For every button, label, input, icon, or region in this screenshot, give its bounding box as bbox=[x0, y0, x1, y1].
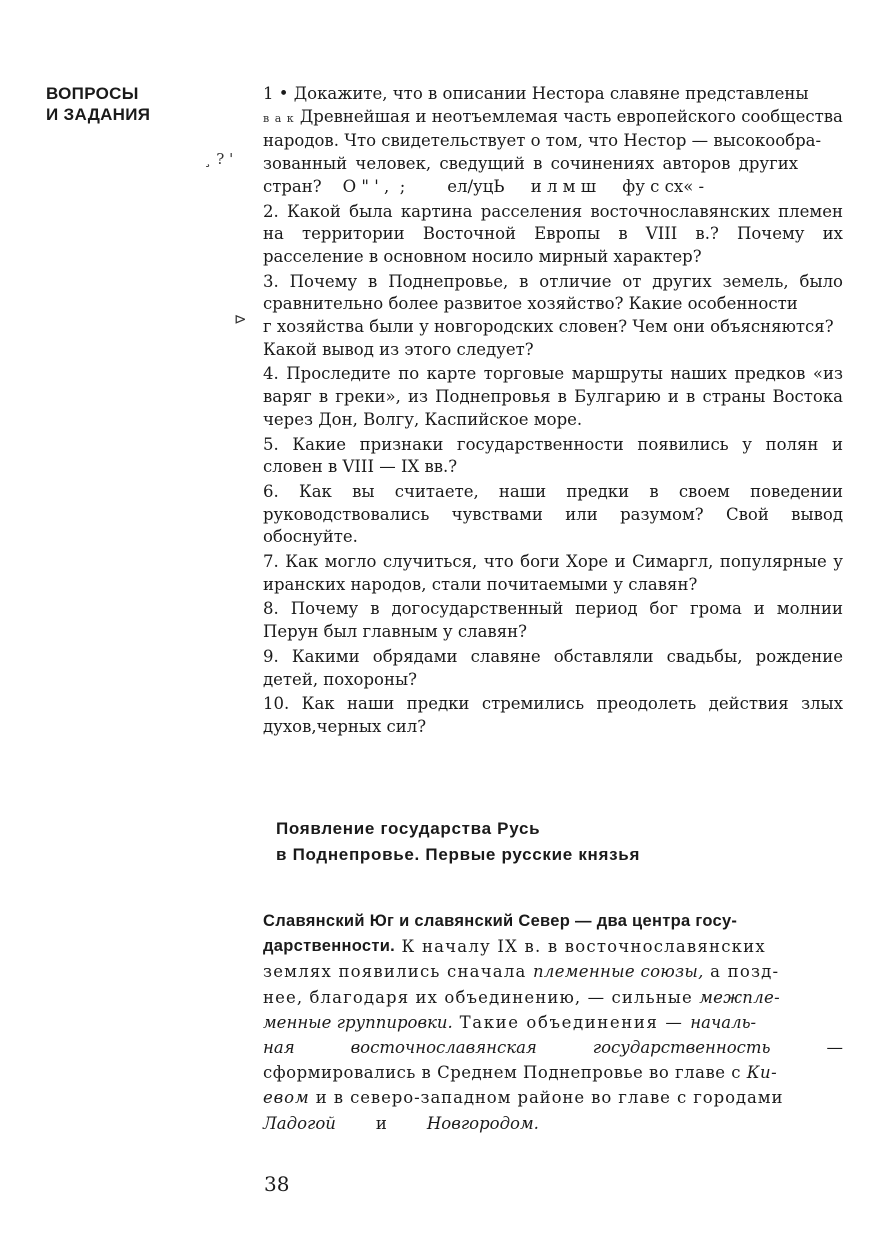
body-paragraph bbox=[263, 909, 843, 1136]
question-3-part2: г хозяйства были у новгородских словен? Чем они объясняются? bbox=[263, 317, 834, 337]
term-tribal-unions: племенные союзы, bbox=[533, 962, 704, 982]
section-title-line2: в Поднепровье. Первые русские князья bbox=[276, 845, 641, 864]
question-1-line1: 1 • Докажите, что в описании Нестора славяне представлены bbox=[263, 84, 809, 103]
question-6: 6. Как вы считаете, наши предки в своем поведении руководствовались чувствами или разумом? Свой вывод обоснуйте. bbox=[263, 481, 843, 547]
body-line-8 bbox=[263, 1085, 843, 1110]
question-1 bbox=[263, 83, 843, 199]
conjunction-and: и bbox=[375, 1113, 387, 1133]
question-3-part3: Какой вывод из этого следует? bbox=[263, 339, 534, 359]
question-1-line2-text: Древнейшая и неотъемлемая часть европейского сообщества bbox=[294, 106, 843, 126]
term-novgorod: Новгородом. bbox=[426, 1113, 539, 1133]
body-line-7 bbox=[263, 1060, 843, 1085]
body-line-4 bbox=[263, 985, 843, 1010]
question-3-part1: 3. Почему в Поднепровье, в отличие от других земель, было сравнительно более развитое хозяйство? Какие особенности bbox=[263, 271, 843, 314]
term-initial-part2: ная bbox=[263, 1038, 295, 1058]
margin-mark-1: ¸ ? ' bbox=[204, 150, 234, 168]
body-line-9 bbox=[263, 1111, 843, 1136]
question-4: 4. Проследите по карте торговые маршруты наших предков «из варяг в греки», из Поднепровья в Булгарию и в страны Востока через Дон, Волгу, Каспийское море. bbox=[263, 364, 843, 429]
body-line-3-text: землях появились сначала bbox=[263, 962, 533, 982]
noise-text: в а к bbox=[263, 111, 295, 125]
term-kiev-part1: Ки- bbox=[746, 1063, 778, 1083]
lead-heading-part1: Славянский Юг и славянский Север — два центра госу- bbox=[263, 912, 738, 930]
section-title bbox=[276, 816, 776, 868]
question-1-line3: народов. Что свидетельствует о том, что Нестор — высокообра- bbox=[263, 131, 822, 151]
question-7: 7. Как могло случиться, что боги Хоре и Симаргл, популярные у иранских народов, стали почитаемыми у славян? bbox=[263, 552, 843, 594]
question-1-line4: зованный человек, сведущий в сочинениях авторов других bbox=[263, 154, 799, 174]
term-intertribal-part1: межпле- bbox=[699, 987, 780, 1007]
question-3 bbox=[263, 271, 843, 362]
term-statehood: государственность bbox=[592, 1038, 771, 1058]
question-5: 5. Какие признаки государственности появились у полян и словен в VIII — IX вв.? bbox=[263, 434, 843, 477]
margin-mark-2: ⊳ bbox=[234, 310, 247, 328]
questions-heading-line2: И ЗАДАНИЯ bbox=[46, 105, 151, 124]
question-9: 9. Какими обрядами славяне обставляли свадьбы, рождение детей, похороны? bbox=[263, 646, 843, 689]
body-line-8-text: и в северо-западном районе во главе с городами bbox=[309, 1088, 784, 1108]
questions-heading bbox=[46, 83, 216, 125]
question-2: 2. Какой была картина расселения восточнославянских племен на территории Восточной Европы в VIII в.? Почему их расселение в основном носило мирный характер? bbox=[263, 201, 843, 266]
body-line-3 bbox=[263, 959, 843, 984]
body-line-7-text: сформировались в Среднем Поднепровье во главе с bbox=[263, 1063, 747, 1083]
body-line-6 bbox=[263, 1035, 843, 1060]
question-1-line2 bbox=[263, 106, 843, 131]
question-1-line5: стран? О " ' , ; ел/уцЬ и л м ш фу с сх« - bbox=[263, 176, 705, 196]
term-kiev-part2: евом bbox=[263, 1088, 310, 1108]
section-title-line1: Появление государства Русь bbox=[276, 819, 541, 838]
body-line-2-text: К началу IX в. в восточнославянских bbox=[395, 937, 766, 957]
page-number: 38 bbox=[264, 1172, 290, 1196]
body-line-3-end: а позд- bbox=[703, 962, 780, 982]
term-ladoga: Ладогой bbox=[263, 1113, 336, 1133]
questions-list bbox=[263, 83, 843, 741]
lead-heading-part2: дарственности. bbox=[263, 937, 396, 956]
body-line-1 bbox=[263, 909, 843, 934]
term-east-slavic: восточнославянская bbox=[350, 1038, 537, 1058]
dash: — bbox=[826, 1038, 843, 1058]
question-10: 10. Как наши предки стремились преодолеть действия злых духов,черных сил? bbox=[263, 694, 843, 736]
body-line-2 bbox=[263, 934, 843, 959]
body-line-4-text: нее, благодаря их объединению, — сильные bbox=[263, 987, 700, 1007]
body-line-5-text: Такие объединения — bbox=[452, 1012, 691, 1032]
term-initial-part1: началь- bbox=[690, 1012, 757, 1032]
body-line-5 bbox=[263, 1010, 843, 1035]
questions-heading-line1: ВОПРОСЫ bbox=[46, 84, 139, 103]
question-8: 8. Почему в догосударственный период бог грома и молнии Перун был главным у славян? bbox=[263, 599, 843, 642]
term-intertribal-part2: менные группировки. bbox=[263, 1012, 453, 1032]
